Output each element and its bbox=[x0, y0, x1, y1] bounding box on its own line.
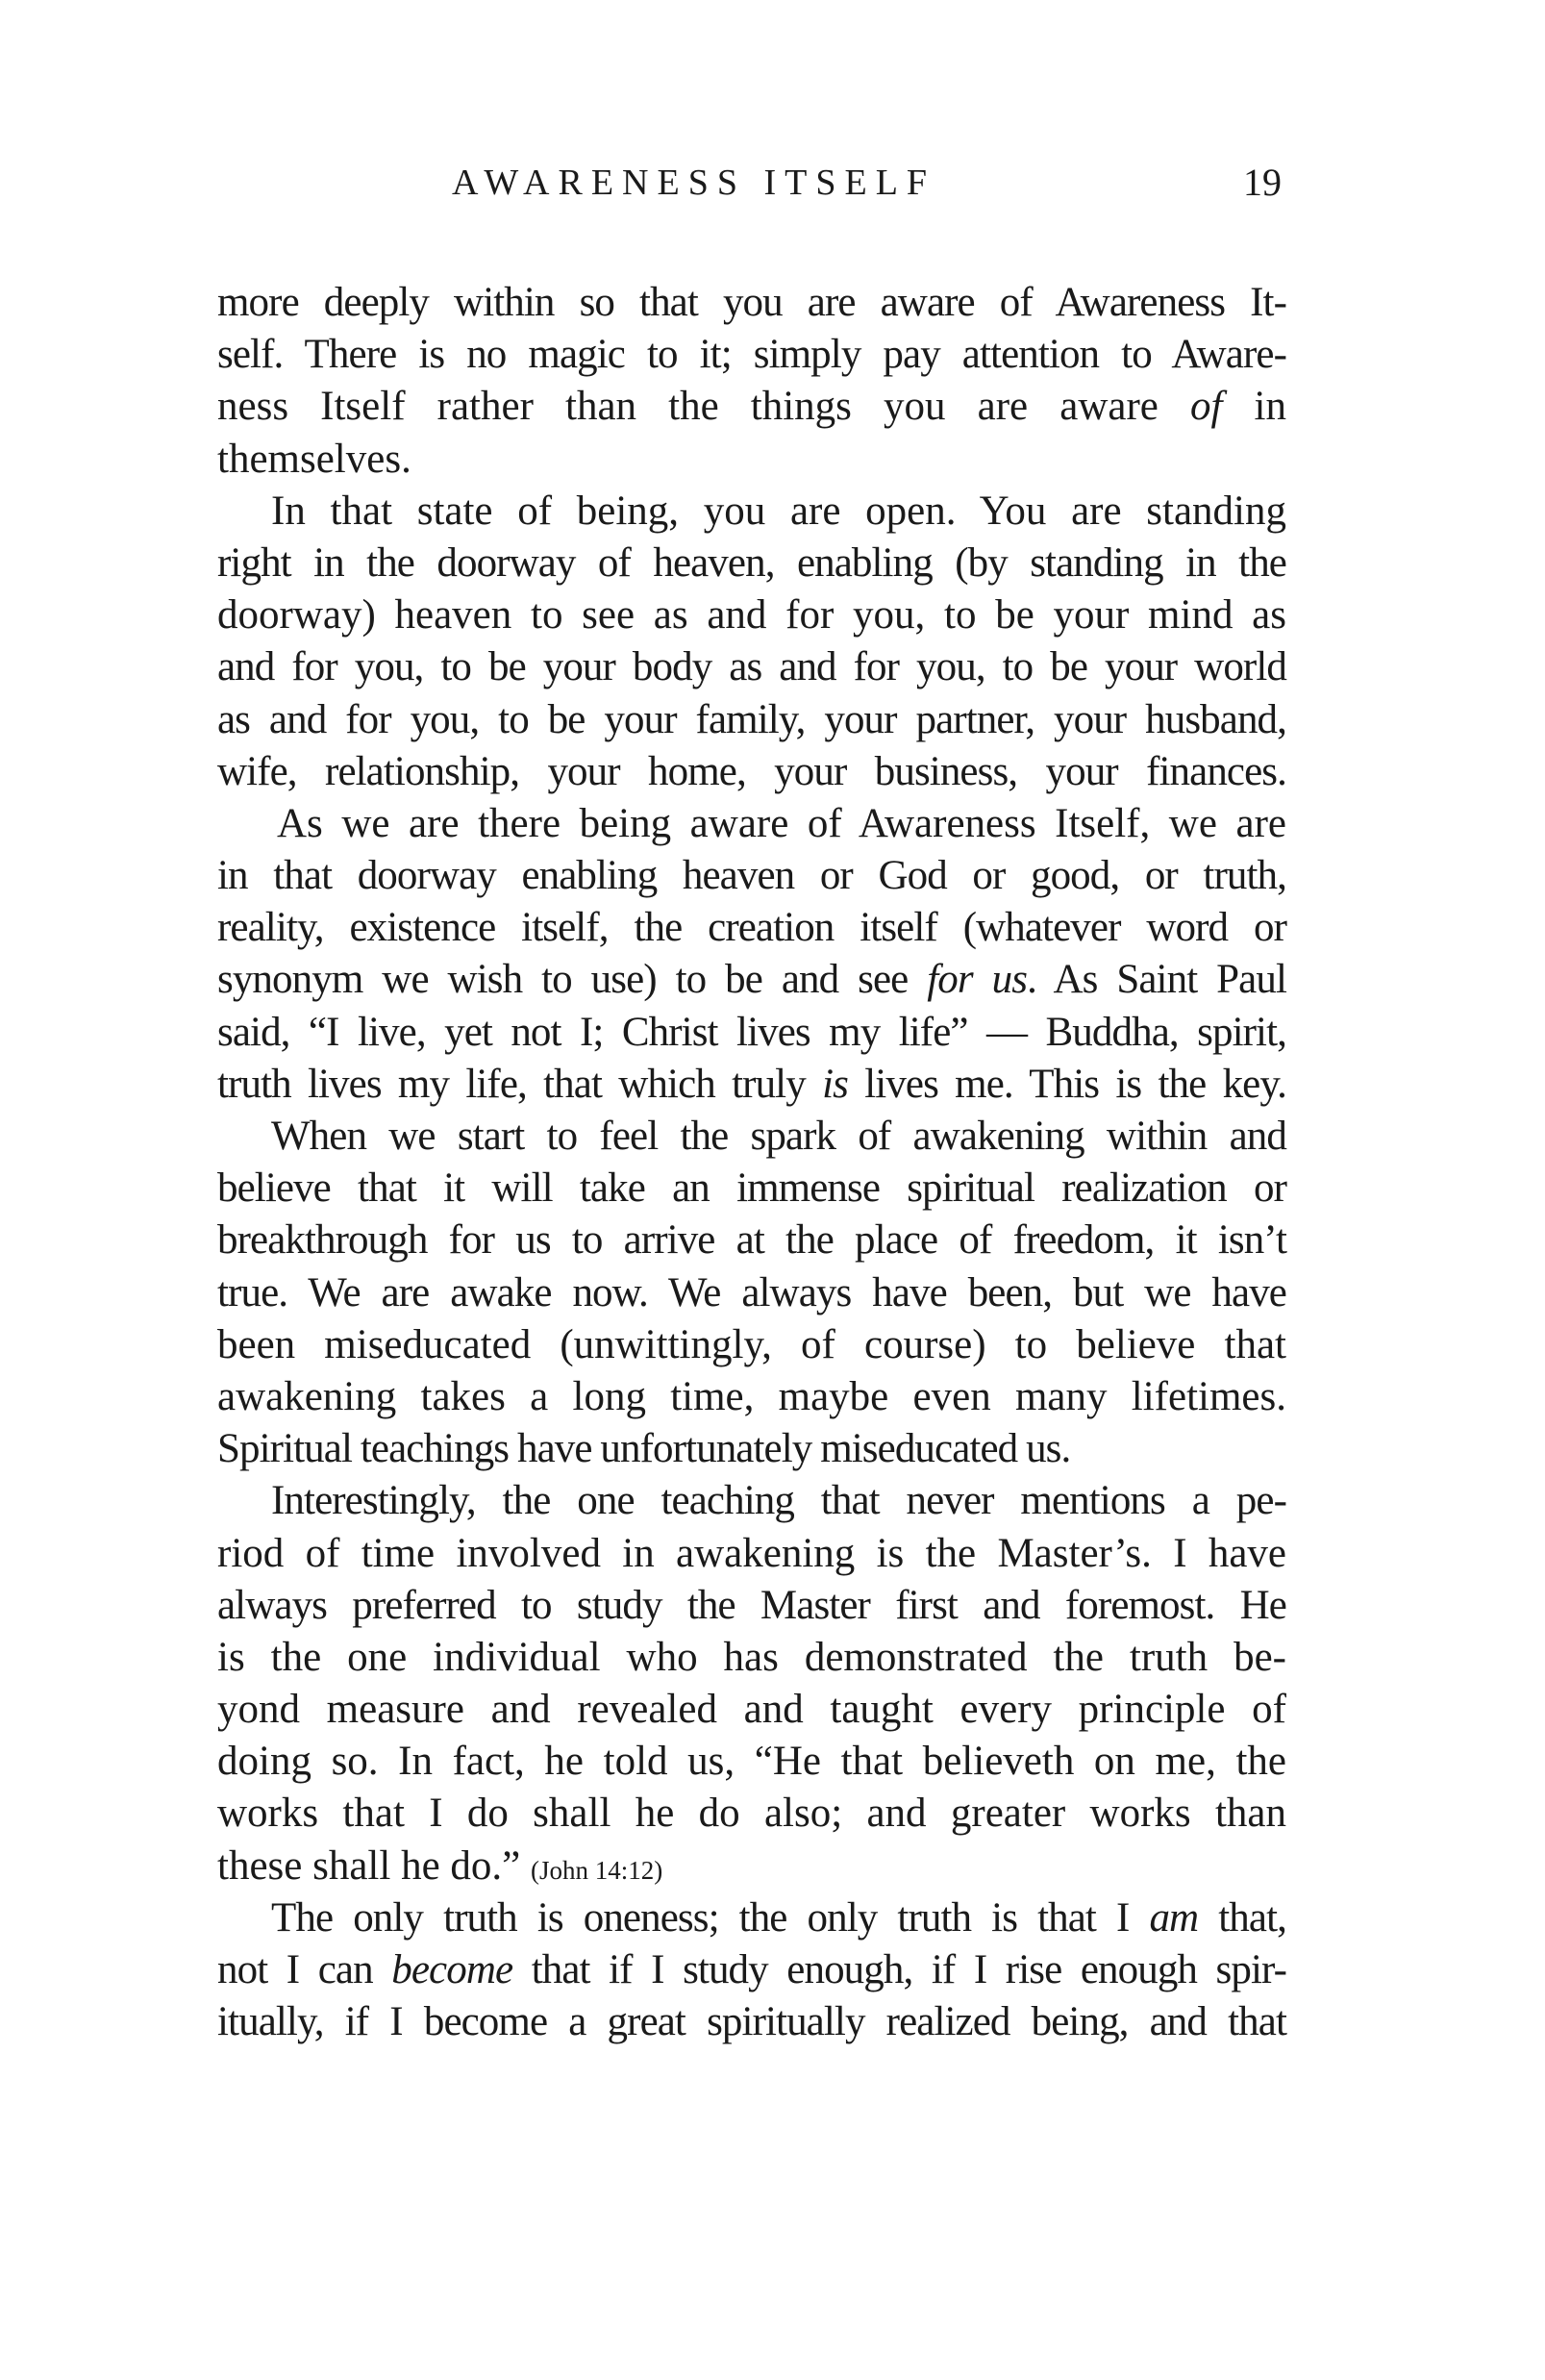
text-line: breakthrough for us to arrive at the place of freedom, it isn’t bbox=[217, 1217, 1286, 1264]
paragraph bbox=[217, 798, 1286, 1111]
italic-emphasis: become bbox=[391, 1947, 513, 1992]
running-header-title: AWARENESS ITSELF bbox=[452, 163, 936, 203]
italic-emphasis: is bbox=[822, 1061, 848, 1107]
italic-emphasis: am bbox=[1149, 1894, 1199, 1941]
text-line: riod of time involved in awakening is the Master’s. I have bbox=[217, 1530, 1286, 1576]
text-line: doing so. In fact, he told us, “He that believeth on me, the bbox=[217, 1739, 1286, 1785]
text-line: not I can become that if I study enough, if I rise enough spir- bbox=[217, 1947, 1287, 1992]
text-line: truth lives my life, that which truly is lives me. This is the key. bbox=[217, 1061, 1287, 1107]
italic-emphasis: of bbox=[1189, 384, 1223, 430]
paragraph bbox=[217, 1892, 1286, 2049]
text-line: as and for you, to be your family, your partner, your husband, bbox=[217, 696, 1286, 742]
page-number: 19 bbox=[1243, 161, 1282, 204]
text-line: As we are there being aware of Awareness Itself, we are bbox=[277, 800, 1286, 846]
text-line: wife, relationship, your home, your business, your finances. bbox=[217, 748, 1286, 794]
text-line: themselves. bbox=[217, 436, 411, 482]
paragraph bbox=[217, 1111, 1286, 1475]
text-line: ness Itself rather than the things you are aware of in bbox=[217, 384, 1286, 430]
body-text bbox=[217, 277, 1286, 2048]
scripture-citation: (John 14:12) bbox=[531, 1855, 663, 1885]
text-line: In that state of being, you are open. You are standing bbox=[271, 488, 1286, 534]
text-line: synonym we wish to use) to be and see for us. As Saint Paul bbox=[217, 957, 1286, 1003]
text-line: more deeply within so that you are aware of Awareness It- bbox=[217, 280, 1286, 325]
text-line: reality, existence itself, the creation itself (whatever word or bbox=[217, 905, 1286, 951]
paragraph bbox=[217, 1475, 1286, 1892]
text-line: is the one individual who has demonstrated the truth be- bbox=[217, 1634, 1286, 1680]
paragraph bbox=[217, 486, 1286, 798]
text-line: The only truth is oneness; the only truth is that I am that, bbox=[271, 1894, 1286, 1941]
text-line: yond measure and revealed and taught every principle of bbox=[217, 1687, 1286, 1733]
text-line: true. We are awake now. We always have been, but we have bbox=[217, 1269, 1286, 1315]
paragraph bbox=[217, 277, 1286, 486]
text-line: Interestingly, the one teaching that never mentions a pe- bbox=[271, 1478, 1286, 1524]
text-line: works that I do shall he do also; and greater works than bbox=[217, 1791, 1286, 1837]
text-line: Spiritual teachings have unfortunately miseducated us. bbox=[217, 1426, 1071, 1472]
text-line: doorway) heaven to see as and for you, to be your mind as bbox=[217, 592, 1286, 639]
text-line: said, “I live, yet not I; Christ lives my life” — Buddha, spirit, bbox=[217, 1009, 1286, 1055]
text-line: right in the doorway of heaven, enabling (by standing in the bbox=[217, 539, 1286, 586]
text-line: itually, if I become a great spiritually realized being, and that bbox=[217, 1999, 1286, 2045]
text-line: self. There is no magic to it; simply pay attention to Aware- bbox=[217, 332, 1286, 378]
text-line: believe that it will take an immense spiritual realization or bbox=[217, 1165, 1286, 1212]
text-line: and for you, to be your body as and for you, to be your world bbox=[217, 644, 1286, 690]
text-line: always preferred to study the Master first and foremost. He bbox=[217, 1582, 1286, 1628]
text-line: these shall he do.” (John 14:12) bbox=[217, 1842, 663, 1889]
text-line: in that doorway enabling heaven or God or good, or truth, bbox=[217, 853, 1286, 899]
text-line: been miseducated (unwittingly, of course) to believe that bbox=[217, 1321, 1286, 1367]
text-line: awakening takes a long time, maybe even many lifetimes. bbox=[217, 1373, 1286, 1419]
text-line: When we start to feel the spark of awakening within and bbox=[271, 1114, 1286, 1159]
italic-emphasis: for us bbox=[927, 957, 1028, 1003]
